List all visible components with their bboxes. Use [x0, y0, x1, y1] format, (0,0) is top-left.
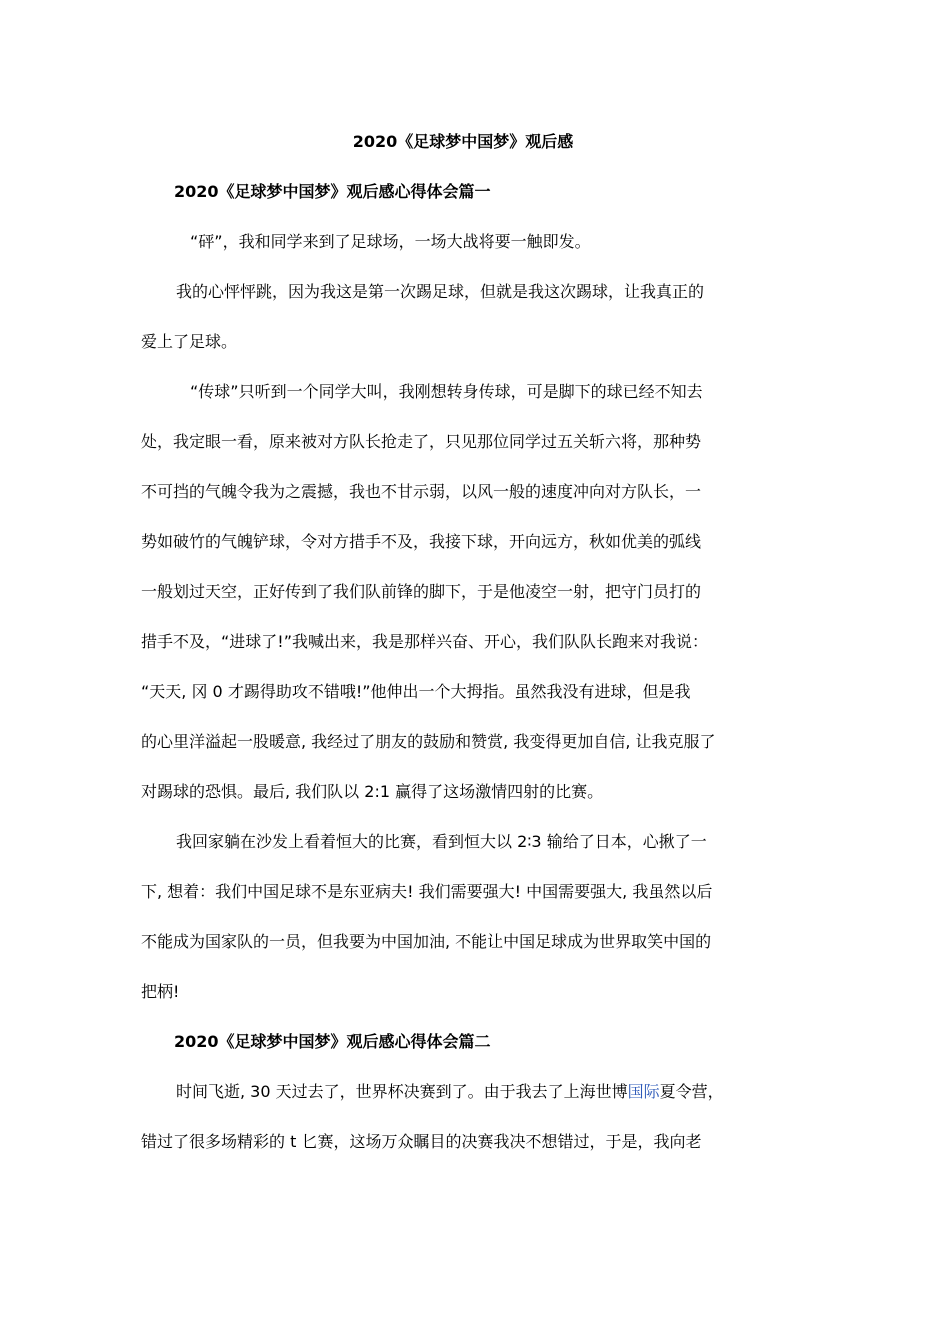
paragraph-line: 一般划过天空，正好传到了我们队前锋的脚下，于是他凌空一射，把守门员打的: [141, 582, 702, 601]
paragraph-line: “天天, 冈 0 才踢得助攻不错哦!”他伸出一个大拇指。虽然我没有进球，但是我: [141, 682, 691, 701]
document-title: 2020《足球梦中国梦》观后感: [352, 132, 574, 151]
paragraph-line: 错过了很多场精彩的 t 匕赛，这场万众瞩目的决赛我决不想错过，于是，我向老: [141, 1132, 702, 1151]
paragraph-line: 把柄!: [141, 982, 180, 1001]
paragraph-line: 处，我定眼一看，原来被对方队长抢走了，只见那位同学过五关斩六将，那种势: [141, 432, 702, 451]
paragraph-line: “砰”，我和同学来到了足球场，一场大战将要一触即发。: [190, 232, 591, 251]
paragraph-line: 势如破竹的气魄铲球，令对方措手不及，我接下球，开向远方，秋如优美的弧线: [141, 532, 702, 551]
paragraph-line: “传球”只听到一个同学大叫，我刚想转身传球，可是脚下的球已经不知去: [190, 382, 703, 401]
paragraph-line: 爱上了足球。: [141, 332, 238, 351]
paragraph-text: 时间飞逝, 30 天过去了，世界杯决赛到了。由于我去了上海世博: [176, 1082, 628, 1101]
link-guoji[interactable]: 国际: [627, 1082, 660, 1101]
paragraph-line: 措手不及，“进球了!”我喊出来，我是那样兴奋、开心，我们队队长跑来对我说：: [141, 632, 708, 651]
paragraph-line: 我的心怦怦跳，因为我这是第一次踢足球，但就是我这次踢球，让我真正的: [176, 282, 705, 301]
paragraph-line: [176, 1080, 724, 1104]
paragraph-line: 的心里洋溢起一股暖意, 我经过了朋友的鼓励和赞赏, 我变得更加自信, 让我克服了: [141, 732, 716, 751]
paragraph-line: 我回家躺在沙发上看着恒大的比赛，看到恒大以 2∶3 输给了日本，心揪了一: [176, 832, 707, 851]
section-heading-2: 2020《足球梦中国梦》观后感心得体会篇二: [174, 1032, 491, 1051]
paragraph-line: 下, 想着：我们中国足球不是东亚病夫! 我们需要强大! 中国需要强大, 我虽然以后: [141, 882, 713, 901]
paragraph-line: 对踢球的恐惧。最后, 我们队以 2:1 赢得了这场激情四射的比赛。: [141, 782, 604, 801]
paragraph-text: 夏令营，: [659, 1082, 724, 1101]
section-heading-1: 2020《足球梦中国梦》观后感心得体会篇一: [174, 182, 491, 201]
paragraph-line: 不可挡的气魄令我为之震撼，我也不甘示弱，以风一般的速度冲向对方队长，一: [141, 482, 702, 501]
paragraph-line: 不能成为国家队的一员，但我要为中国加油, 不能让中国足球成为世界取笑中国的: [141, 932, 712, 951]
